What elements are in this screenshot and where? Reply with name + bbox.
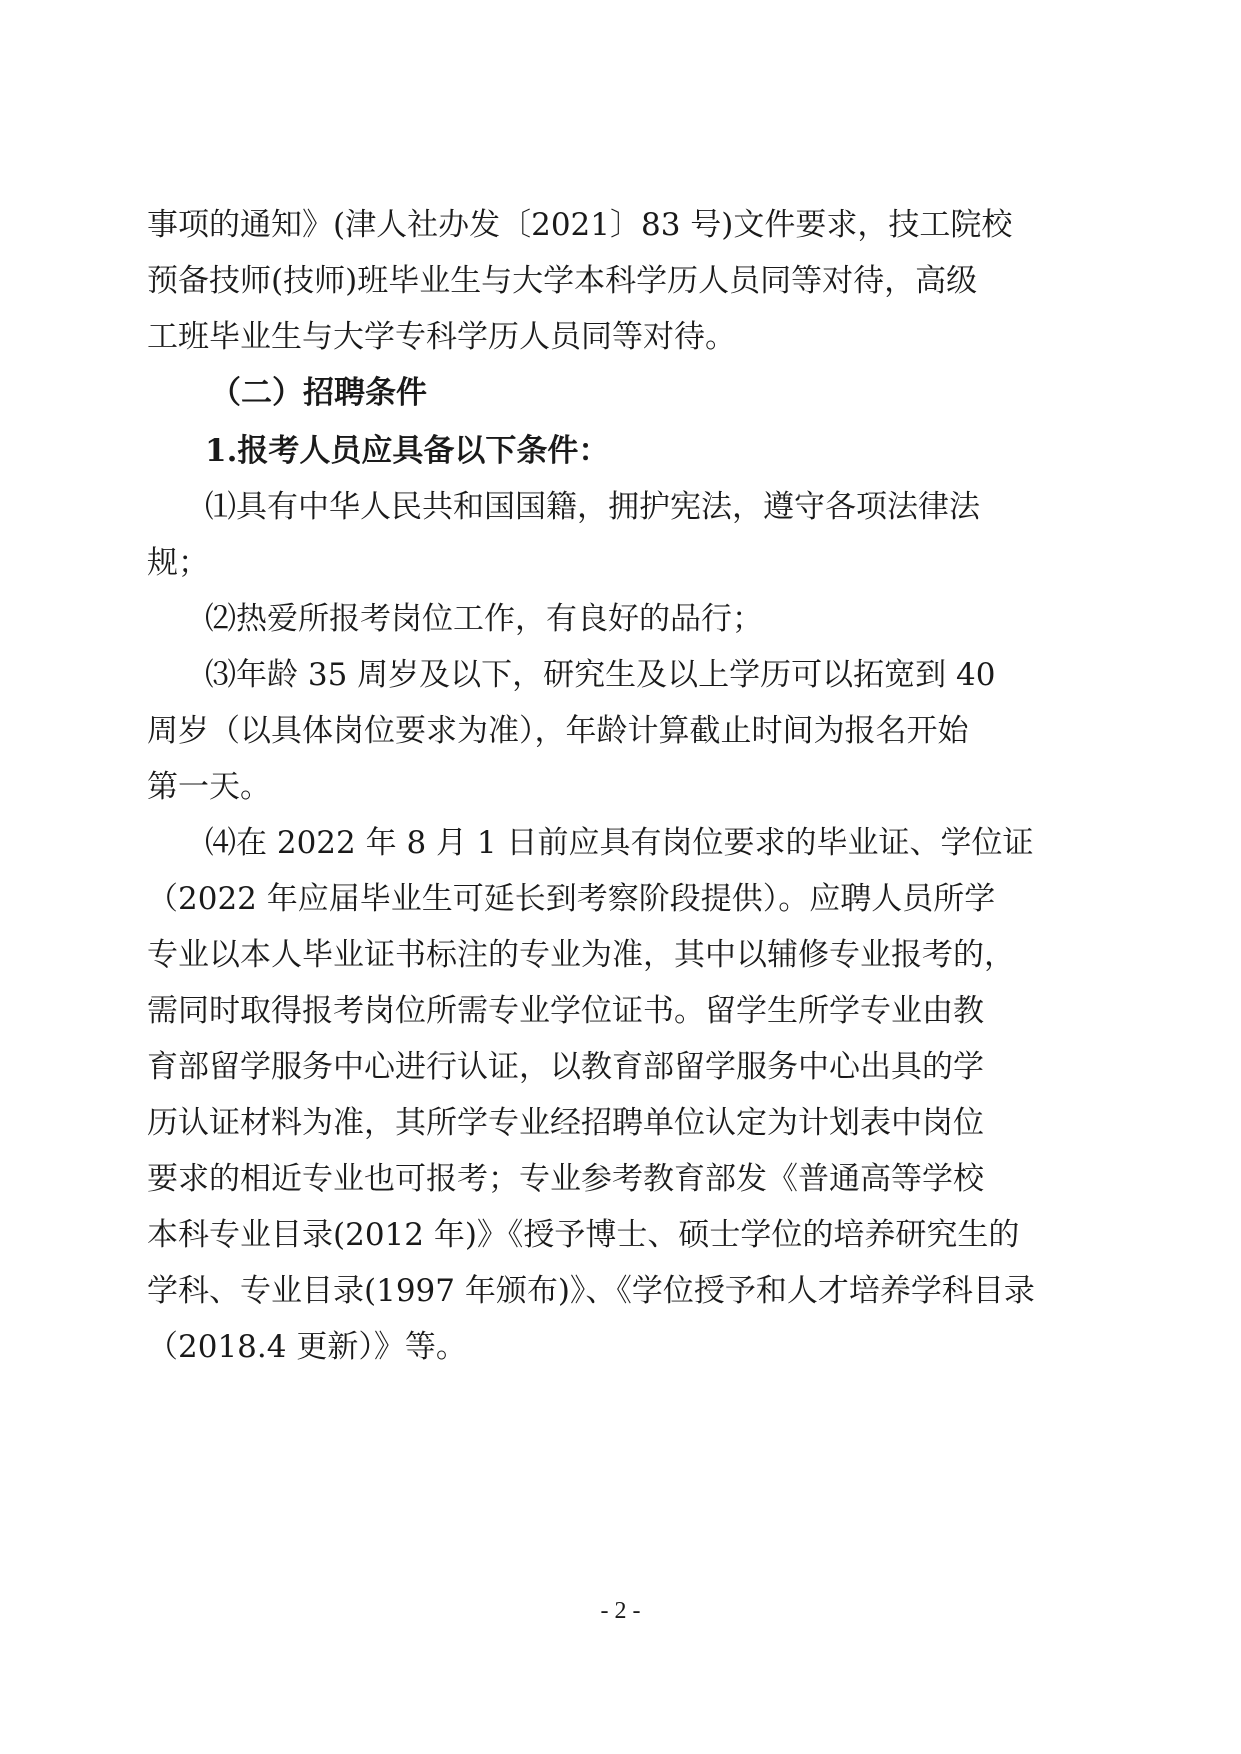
paragraph-line: 育部留学服务中心进行认证，以教育部留学服务中心出具的学 — [147, 1049, 984, 1085]
section-heading: （二）招聘条件 — [210, 375, 427, 411]
paragraph-line: 第一天。 — [147, 769, 271, 805]
paragraph-line: 预备技师(技师)班毕业生与大学本科学历人员同等对待，高级 — [147, 263, 978, 299]
paragraph-line: 工班毕业生与大学专科学历人员同等对待。 — [147, 319, 736, 355]
paragraph-line: 要求的相近专业也可报考；专业参考教育部发《普通高等学校 — [147, 1161, 984, 1197]
paragraph-line: ⑵热爱所报考岗位工作，有良好的品行； — [205, 601, 763, 637]
paragraph-line: ⑶年龄 35 周岁及以下，研究生及以上学历可以拓宽到 40 — [205, 657, 996, 693]
paragraph-line: 事项的通知》(津人社办发〔2021〕83 号)文件要求，技工院校 — [147, 207, 1013, 243]
paragraph-line: 专业以本人毕业证书标注的专业为准，其中以辅修专业报考的， — [147, 937, 1015, 973]
paragraph-line: 学科、专业目录(1997 年颁布)》、《学位授予和人才培养学科目录 — [147, 1273, 1035, 1309]
paragraph-line: ⑴具有中华人民共和国国籍，拥护宪法，遵守各项法律法 — [205, 489, 980, 525]
page-number: - 2 - — [600, 1598, 641, 1624]
paragraph-line: 需同时取得报考岗位所需专业学位证书。留学生所学专业由教 — [147, 993, 984, 1029]
paragraph-line: （2018.4 更新）》等。 — [147, 1329, 467, 1365]
paragraph-line: （2022 年应届毕业生可延长到考察阶段提供）。应聘人员所学 — [147, 881, 996, 917]
paragraph-line: 本科专业目录(2012 年)》《授予博士、硕士学位的培养研究生的 — [147, 1217, 1020, 1253]
paragraph-line: 历认证材料为准，其所学专业经招聘单位认定为计划表中岗位 — [147, 1105, 984, 1141]
paragraph-line: ⑷在 2022 年 8 月 1 日前应具有岗位要求的毕业证、学位证 — [205, 825, 1034, 861]
paragraph-line: 规； — [147, 545, 209, 581]
subsection-heading: 1.报考人员应具备以下条件： — [205, 433, 610, 469]
paragraph-line: 周岁（以具体岗位要求为准），年龄计算截止时间为报名开始 — [147, 713, 969, 749]
